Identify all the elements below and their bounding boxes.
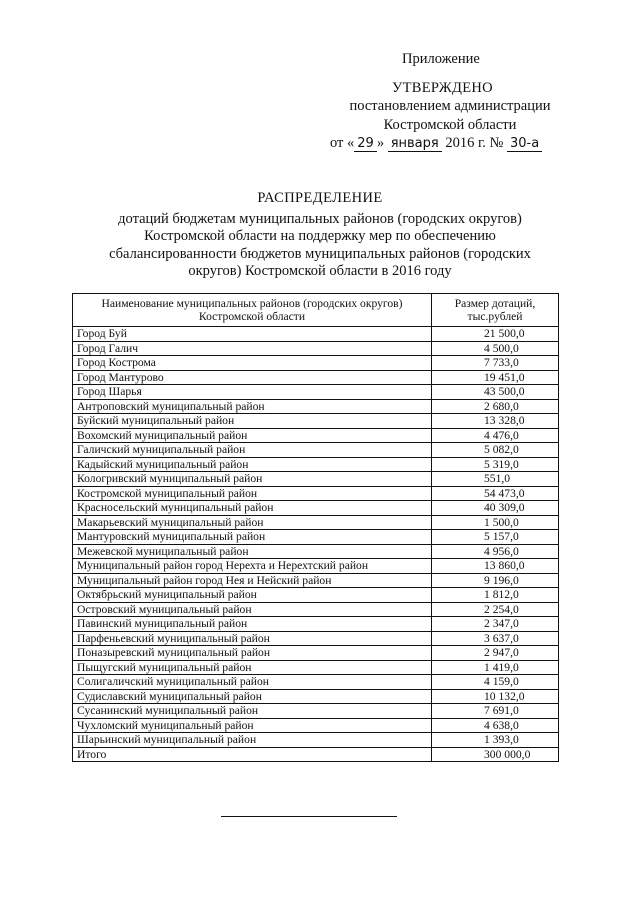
row-amount: 1 812,0: [432, 588, 559, 603]
row-name: Октябрьский муниципальный район: [73, 588, 432, 603]
table-row: [73, 501, 559, 516]
row-name: Город Мантурово: [73, 370, 432, 385]
row-name: Муниципальный район город Нерехта и Нерехтский район: [73, 559, 432, 574]
row-name: Город Буй: [73, 327, 432, 342]
date-mid: »: [376, 135, 385, 151]
row-name: Город Шарья: [73, 385, 432, 400]
row-amount: 9 196,0: [432, 573, 559, 588]
distribution-table: [72, 293, 559, 762]
row-name: Галичский муниципальный район: [73, 443, 432, 458]
row-name: Костромской муниципальный район: [73, 486, 432, 501]
row-amount: 5 082,0: [432, 443, 559, 458]
title-line-1: дотаций бюджетам муниципальных районов (городских округов): [118, 210, 522, 227]
approved-label: УТВЕРЖДЕНО: [392, 79, 493, 96]
row-amount: 2 947,0: [432, 646, 559, 661]
header-amount-line-2: тыс.рублей: [467, 310, 523, 323]
table-row: [73, 602, 559, 617]
title-heading: РАСПРЕДЕЛЕНИЕ: [257, 190, 383, 206]
row-name: Пыщугский муниципальный район: [73, 660, 432, 675]
row-name: Кологривский муниципальный район: [73, 472, 432, 487]
row-amount: 40 309,0: [432, 501, 559, 516]
row-amount: 13 328,0: [432, 414, 559, 429]
table-row: [73, 733, 559, 748]
table-row: [73, 414, 559, 429]
row-name: Город Кострома: [73, 356, 432, 371]
approval-line-2: Костромской области: [383, 116, 517, 133]
row-amount: 1 419,0: [432, 660, 559, 675]
row-amount: 5 319,0: [432, 457, 559, 472]
row-amount: 7 733,0: [432, 356, 559, 371]
header-amount-line-1: Размер дотаций,: [454, 296, 536, 310]
row-name: Красносельский муниципальный район: [73, 501, 432, 516]
table-row: [73, 428, 559, 443]
row-amount: 54 473,0: [432, 486, 559, 501]
date-day: 29: [354, 136, 377, 152]
table-row: [73, 472, 559, 487]
date-month: января: [388, 136, 442, 152]
row-name: Межевской муниципальный район: [73, 544, 432, 559]
header-amount: [432, 294, 559, 327]
row-amount: 4 638,0: [432, 718, 559, 733]
row-amount: 10 132,0: [432, 689, 559, 704]
row-name: Островский муниципальный район: [73, 602, 432, 617]
row-amount: 551,0: [432, 472, 559, 487]
row-amount: 2 680,0: [432, 399, 559, 414]
table-row: [73, 443, 559, 458]
title-line-4: округов) Костромской области в 2016 году: [188, 263, 452, 279]
row-name: Мантуровский муниципальный район: [73, 530, 432, 545]
row-name: Поназыревский муниципальный район: [73, 646, 432, 661]
table-row: [73, 747, 559, 762]
title-line-2: Костромской области на поддержку мер по обеспечению: [144, 228, 496, 244]
row-amount: 300 000,0: [432, 747, 559, 762]
row-amount: 4 500,0: [432, 341, 559, 356]
table-row: [73, 559, 559, 574]
row-amount: 2 254,0: [432, 602, 559, 617]
row-amount: 1 393,0: [432, 733, 559, 748]
row-name: Муниципальный район город Нея и Нейский район: [73, 573, 432, 588]
row-name: Сусанинский муниципальный район: [73, 704, 432, 719]
row-name: Парфеньевский муниципальный район: [73, 631, 432, 646]
row-amount: 4 956,0: [432, 544, 559, 559]
table-row: [73, 530, 559, 545]
row-name: Макарьевский муниципальный район: [73, 515, 432, 530]
table-row: [73, 327, 559, 342]
document-title: [60, 190, 580, 281]
table-row: [73, 515, 559, 530]
table-row: [73, 588, 559, 603]
header-name: [73, 294, 432, 327]
table-row: [73, 385, 559, 400]
table-row: [73, 631, 559, 646]
row-amount: 7 691,0: [432, 704, 559, 719]
table-row: [73, 573, 559, 588]
row-name: Павинский муниципальный район: [73, 617, 432, 632]
table-row: [73, 356, 559, 371]
row-amount: 21 500,0: [432, 327, 559, 342]
row-name: Солигаличский муниципальный район: [73, 675, 432, 690]
approval-date-line: [330, 134, 600, 154]
table-row: [73, 370, 559, 385]
table-row: [73, 544, 559, 559]
table-row: [73, 617, 559, 632]
footer-separator: [221, 816, 397, 817]
table-row: [73, 646, 559, 661]
table-row: [73, 704, 559, 719]
row-amount: 19 451,0: [432, 370, 559, 385]
row-name: Кадыйский муниципальный район: [73, 457, 432, 472]
document-number: 30-а: [507, 136, 542, 152]
table-row: [73, 689, 559, 704]
row-name: Чухломский муниципальный район: [73, 718, 432, 733]
row-name: Город Галич: [73, 341, 432, 356]
row-amount: 4 476,0: [432, 428, 559, 443]
row-name: Судиславский муниципальный район: [73, 689, 432, 704]
row-name: Шарьинский муниципальный район: [73, 733, 432, 748]
table-row: [73, 457, 559, 472]
row-amount: 5 157,0: [432, 530, 559, 545]
date-prefix: от «: [330, 135, 355, 151]
table-header-row: [73, 294, 559, 327]
row-name: Буйский муниципальный район: [73, 414, 432, 429]
row-amount: 2 347,0: [432, 617, 559, 632]
row-amount: 3 637,0: [432, 631, 559, 646]
table-row: [73, 718, 559, 733]
row-amount: 4 159,0: [432, 675, 559, 690]
row-name: Вохомский муниципальный район: [73, 428, 432, 443]
table-row: [73, 675, 559, 690]
row-amount: 1 500,0: [432, 515, 559, 530]
header-name-line-2: Костромской области: [198, 310, 306, 323]
table-row: [73, 486, 559, 501]
row-name: Антроповский муниципальный район: [73, 399, 432, 414]
date-year: 2016 г. №: [445, 135, 504, 151]
approval-line-1: постановлением администрации: [349, 98, 551, 114]
approval-block: [330, 50, 600, 154]
table-row: [73, 341, 559, 356]
row-name: Итого: [73, 747, 432, 762]
appendix-label: Приложение: [402, 51, 480, 67]
row-amount: 13 860,0: [432, 559, 559, 574]
title-line-3: сбалансированности бюджетов муниципальных районов (городских: [109, 245, 531, 262]
header-name-line-1: Наименование муниципальных районов (городских округов): [101, 296, 403, 310]
table-row: [73, 399, 559, 414]
table-row: [73, 660, 559, 675]
row-amount: 43 500,0: [432, 385, 559, 400]
